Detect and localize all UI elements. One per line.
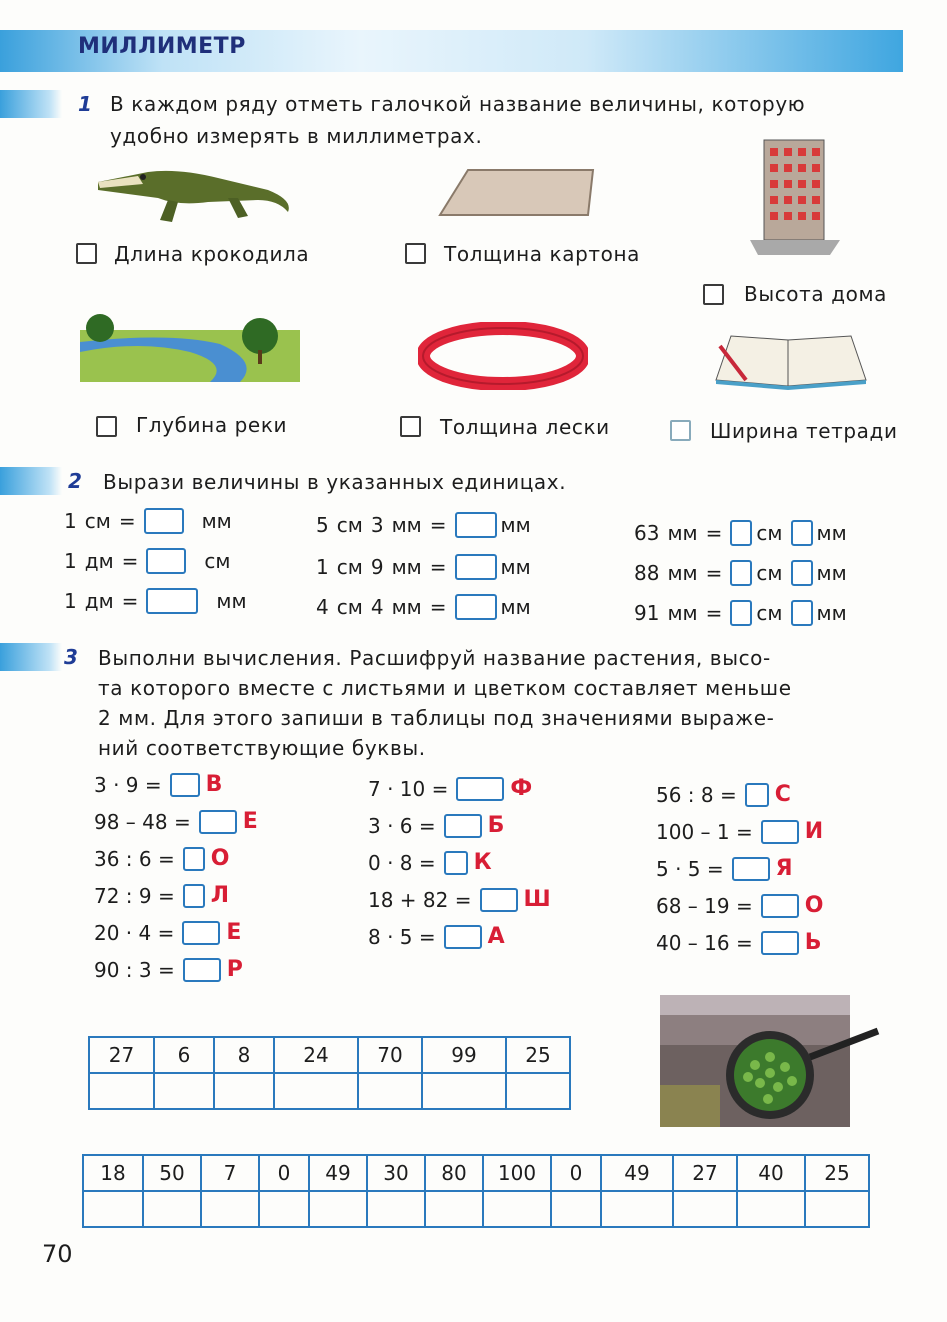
calc-row bbox=[656, 819, 831, 844]
building-image bbox=[750, 130, 840, 260]
unit: мм bbox=[816, 521, 847, 545]
table-cell: 30 bbox=[367, 1155, 425, 1191]
table-cell: 0 bbox=[259, 1155, 309, 1191]
task-3-text-line2: та которого вместе с листьями и цветком составляет меньше bbox=[98, 676, 792, 700]
answer-box[interactable] bbox=[455, 512, 497, 538]
equals: = bbox=[118, 509, 136, 533]
value: 63 bbox=[634, 521, 660, 545]
table-cell: 50 bbox=[143, 1155, 201, 1191]
letter: Ь bbox=[804, 930, 822, 955]
answer-cell[interactable] bbox=[83, 1191, 143, 1227]
equals: = bbox=[121, 589, 139, 613]
table-cell: 27 bbox=[89, 1037, 154, 1073]
expression: 0 · 8 = bbox=[368, 850, 436, 875]
task-2-number: 2 bbox=[68, 469, 82, 493]
fishing-line-image bbox=[418, 322, 588, 390]
convert-row-1 bbox=[64, 508, 240, 534]
answer-cell[interactable] bbox=[201, 1191, 259, 1227]
answer-box[interactable] bbox=[730, 600, 752, 626]
answer-cell[interactable] bbox=[805, 1191, 869, 1227]
answer-table-1 bbox=[88, 1036, 571, 1110]
unit: мм bbox=[816, 601, 847, 625]
unit: мм bbox=[500, 555, 531, 579]
table-cell: 100 bbox=[483, 1155, 551, 1191]
table-cell: 18 bbox=[83, 1155, 143, 1191]
answer-box[interactable] bbox=[480, 888, 518, 912]
letter: Р bbox=[226, 957, 243, 982]
unit: см bbox=[84, 509, 111, 533]
answer-box[interactable] bbox=[730, 560, 752, 586]
letter: С bbox=[774, 782, 791, 807]
crocodile-image bbox=[88, 150, 298, 230]
expression: 8 · 5 = bbox=[368, 924, 436, 949]
answer-box[interactable] bbox=[170, 773, 200, 797]
unit: см bbox=[756, 561, 783, 585]
option-river-depth: Глубина реки bbox=[136, 413, 288, 437]
answer-box[interactable] bbox=[182, 921, 220, 945]
expression: 100 – 1 = bbox=[656, 819, 753, 844]
table-cell: 27 bbox=[673, 1155, 737, 1191]
task-1-text-line2: удобно измерять в миллиметрах. bbox=[110, 124, 483, 148]
calc-row bbox=[656, 930, 830, 955]
expression: 72 : 9 = bbox=[94, 883, 175, 908]
answer-cell[interactable] bbox=[154, 1073, 214, 1109]
notebook-image bbox=[706, 330, 871, 392]
duckweed-photo bbox=[660, 995, 882, 1127]
answer-cell[interactable] bbox=[737, 1191, 805, 1227]
expression: 18 + 82 = bbox=[368, 887, 472, 912]
answer-cell[interactable] bbox=[422, 1073, 506, 1109]
answer-box[interactable] bbox=[732, 857, 770, 881]
page-number: 70 bbox=[42, 1240, 73, 1268]
answer-cell[interactable] bbox=[214, 1073, 274, 1109]
equals: = bbox=[429, 595, 447, 619]
unit: мм bbox=[500, 595, 531, 619]
answer-cell[interactable] bbox=[367, 1191, 425, 1227]
convert-row-6 bbox=[316, 594, 539, 620]
expression: 40 – 16 = bbox=[656, 930, 753, 955]
unit: дм bbox=[84, 589, 114, 613]
unit: см bbox=[756, 521, 783, 545]
checkbox-fishing-line-thickness[interactable] bbox=[400, 416, 421, 437]
equals: = bbox=[705, 561, 723, 585]
calc-row bbox=[656, 782, 799, 807]
equals: = bbox=[429, 513, 447, 537]
table-cell: 70 bbox=[358, 1037, 422, 1073]
letter: И bbox=[804, 819, 824, 844]
option-cardboard-thickness: Толщина картона bbox=[444, 242, 641, 266]
answer-box[interactable] bbox=[455, 554, 497, 580]
calc-row bbox=[94, 883, 237, 908]
answer-box[interactable] bbox=[444, 814, 482, 838]
answer-cell[interactable] bbox=[506, 1073, 570, 1109]
unit: мм bbox=[391, 513, 422, 537]
answer-table-2 bbox=[82, 1154, 870, 1228]
convert-row-7 bbox=[634, 520, 855, 546]
unit: мм bbox=[667, 561, 698, 585]
convert-row-3 bbox=[64, 588, 255, 614]
table-cell: 8 bbox=[214, 1037, 274, 1073]
value: 9 bbox=[370, 555, 384, 579]
table-cell: 6 bbox=[154, 1037, 214, 1073]
unit: мм bbox=[667, 601, 698, 625]
answer-box[interactable] bbox=[144, 508, 184, 534]
calc-row bbox=[656, 856, 801, 881]
answer-cell[interactable] bbox=[483, 1191, 551, 1227]
answer-box[interactable] bbox=[183, 958, 221, 982]
option-crocodile-length: Длина крокодила bbox=[114, 242, 310, 266]
convert-row-2 bbox=[64, 548, 239, 574]
table-cell: 0 bbox=[551, 1155, 601, 1191]
letter: Ш bbox=[523, 887, 551, 912]
answer-box[interactable] bbox=[745, 783, 769, 807]
unit: мм bbox=[391, 595, 422, 619]
unit: мм bbox=[816, 561, 847, 585]
expression: 20 · 4 = bbox=[94, 920, 175, 945]
task-3-text-line1: Выполни вычисления. Расшифруй название растения, высо- bbox=[98, 646, 771, 670]
expression: 7 · 10 = bbox=[368, 776, 449, 801]
expression: 98 – 48 = bbox=[94, 809, 191, 834]
answer-box[interactable] bbox=[730, 520, 752, 546]
expression: 36 : 6 = bbox=[94, 846, 175, 871]
table-cell: 49 bbox=[601, 1155, 673, 1191]
answer-cell[interactable] bbox=[358, 1073, 422, 1109]
task-1-bar bbox=[0, 90, 62, 118]
answer-box[interactable] bbox=[183, 847, 205, 871]
checkbox-cardboard-thickness[interactable] bbox=[405, 243, 426, 264]
expression: 3 · 9 = bbox=[94, 772, 162, 797]
letter: Е bbox=[242, 809, 258, 834]
calc-row bbox=[656, 893, 831, 918]
answer-cell[interactable] bbox=[309, 1191, 367, 1227]
task-3-number: 3 bbox=[64, 645, 78, 669]
value: 5 bbox=[316, 513, 329, 537]
convert-row-8 bbox=[634, 560, 855, 586]
table-cell: 25 bbox=[506, 1037, 570, 1073]
answer-cell[interactable] bbox=[425, 1191, 483, 1227]
table-cell: 7 bbox=[201, 1155, 259, 1191]
unit: мм bbox=[201, 509, 232, 533]
answer-cell[interactable] bbox=[551, 1191, 601, 1227]
letter: Б bbox=[487, 813, 505, 838]
answer-cell[interactable] bbox=[673, 1191, 737, 1227]
equals: = bbox=[705, 521, 723, 545]
answer-box[interactable] bbox=[791, 600, 813, 626]
task-3-bar bbox=[0, 643, 62, 671]
answer-box[interactable] bbox=[444, 851, 468, 875]
answer-box[interactable] bbox=[146, 588, 198, 614]
letter: О bbox=[210, 846, 230, 871]
task-3-text-line4: ний соответствующие буквы. bbox=[98, 736, 426, 760]
value: 4 bbox=[370, 595, 384, 619]
calc-row bbox=[94, 846, 237, 871]
option-notebook-width: Ширина тетради bbox=[710, 419, 898, 443]
calc-row bbox=[368, 850, 500, 875]
table-cell: 99 bbox=[422, 1037, 506, 1073]
value: 3 bbox=[370, 513, 384, 537]
value: 1 bbox=[64, 509, 77, 533]
unit: см bbox=[336, 595, 363, 619]
letter: Ф bbox=[510, 776, 533, 801]
river-image bbox=[80, 312, 300, 382]
task-3-text-line3: 2 мм. Для этого запиши в таблицы под значениями выраже- bbox=[98, 706, 775, 730]
answer-box[interactable] bbox=[183, 884, 205, 908]
equals: = bbox=[121, 549, 139, 573]
letter: В bbox=[205, 772, 223, 797]
answer-box[interactable] bbox=[791, 560, 813, 586]
answer-cell[interactable] bbox=[601, 1191, 673, 1227]
calc-row bbox=[94, 772, 230, 797]
answer-box[interactable] bbox=[791, 520, 813, 546]
unit: мм bbox=[500, 513, 531, 537]
answer-box[interactable] bbox=[455, 594, 497, 620]
unit: дм bbox=[84, 549, 114, 573]
calc-row bbox=[368, 813, 512, 838]
letter: О bbox=[804, 893, 824, 918]
letter: Л bbox=[210, 883, 230, 908]
value: 88 bbox=[634, 561, 660, 585]
convert-row-5 bbox=[316, 554, 539, 580]
value: 1 bbox=[64, 589, 77, 613]
unit: см bbox=[336, 555, 363, 579]
answer-box[interactable] bbox=[444, 925, 482, 949]
value: 1 bbox=[316, 555, 329, 579]
table-cell: 49 bbox=[309, 1155, 367, 1191]
table-cell: 24 bbox=[274, 1037, 358, 1073]
expression: 56 : 8 = bbox=[656, 782, 737, 807]
expression: 5 · 5 = bbox=[656, 856, 724, 881]
task-2-text: Вырази величины в указанных единицах. bbox=[103, 470, 567, 494]
table-cell: 40 bbox=[737, 1155, 805, 1191]
task-1-text-line1: В каждом ряду отметь галочкой название величины, которую bbox=[110, 92, 806, 116]
convert-row-9 bbox=[634, 600, 855, 626]
letter: Е bbox=[226, 920, 242, 945]
unit: мм bbox=[391, 555, 422, 579]
convert-row-4 bbox=[316, 512, 539, 538]
equals: = bbox=[429, 555, 447, 579]
cardboard-image bbox=[438, 165, 598, 220]
answer-cell[interactable] bbox=[143, 1191, 201, 1227]
answer-cell[interactable] bbox=[274, 1073, 358, 1109]
unit: см bbox=[336, 513, 363, 537]
checkbox-house-height[interactable] bbox=[703, 284, 724, 305]
table-cell: 80 bbox=[425, 1155, 483, 1191]
checkbox-notebook-width[interactable] bbox=[670, 420, 691, 441]
calc-row bbox=[94, 920, 249, 945]
letter: К bbox=[473, 850, 492, 875]
answer-box[interactable] bbox=[761, 820, 799, 844]
expression: 3 · 6 = bbox=[368, 813, 436, 838]
task-2-bar bbox=[0, 467, 62, 495]
value: 91 bbox=[634, 601, 660, 625]
table-cell: 25 bbox=[805, 1155, 869, 1191]
option-fishing-line-thickness: Толщина лески bbox=[440, 415, 610, 439]
answer-box[interactable] bbox=[199, 810, 237, 834]
page-title: МИЛЛИМЕТР bbox=[78, 34, 246, 59]
unit: см bbox=[756, 601, 783, 625]
answer-box[interactable] bbox=[761, 894, 799, 918]
answer-cell[interactable] bbox=[89, 1073, 154, 1109]
checkbox-river-depth[interactable] bbox=[96, 416, 117, 437]
expression: 90 : 3 = bbox=[94, 957, 175, 982]
calc-row bbox=[94, 809, 266, 834]
option-house-height: Высота дома bbox=[744, 282, 888, 306]
answer-box[interactable] bbox=[761, 931, 799, 955]
calc-row bbox=[94, 957, 251, 982]
letter: А bbox=[487, 924, 505, 949]
calc-row bbox=[368, 887, 559, 912]
calc-row bbox=[368, 924, 513, 949]
value: 1 bbox=[64, 549, 77, 573]
unit: мм bbox=[667, 521, 698, 545]
unit: мм bbox=[216, 589, 247, 613]
letter: Я bbox=[775, 856, 793, 881]
calc-row bbox=[368, 776, 540, 801]
expression: 68 – 19 = bbox=[656, 893, 753, 918]
equals: = bbox=[705, 601, 723, 625]
answer-cell[interactable] bbox=[259, 1191, 309, 1227]
unit: см bbox=[204, 549, 231, 573]
value: 4 bbox=[316, 595, 329, 619]
checkbox-crocodile-length[interactable] bbox=[76, 243, 97, 264]
answer-box[interactable] bbox=[456, 777, 504, 801]
answer-box[interactable] bbox=[146, 548, 186, 574]
task-1-number: 1 bbox=[78, 92, 92, 116]
